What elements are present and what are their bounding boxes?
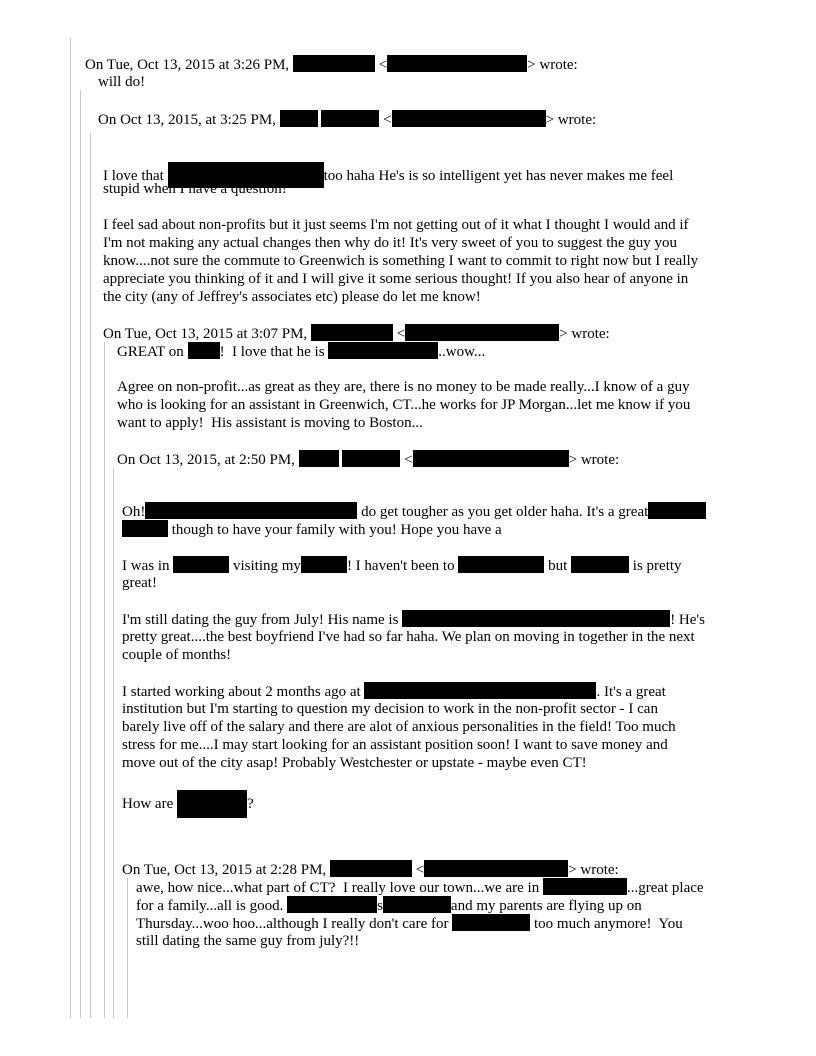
redacted-text [145, 502, 357, 519]
redacted-text [173, 556, 229, 573]
message-line: awe, how nice...what part of CT? I really love our town...we are in ...great place [136, 880, 704, 896]
reply-header-5: On Tue, Oct 13, 2015 at 2:28 PM, < > wrote: [122, 862, 619, 878]
redacted-name [330, 860, 412, 877]
redacted-text [364, 682, 596, 699]
reply-text-1: will do! [98, 74, 146, 90]
redacted-name [280, 110, 318, 127]
message-line: great! [122, 575, 157, 591]
message-paragraph: institution but I'm starting to question my decision to work in the non-profit sector - I can barely live off of the salary and there are alot of anxious personalities in the field! Too much stress for me....I may start looking for an assistant position soon! I want to save money and move out of the city asap! Probably Westchester or upstate - maybe even CT! [122, 701, 676, 771]
redacted-name [311, 324, 393, 341]
message-line: GREAT on ! I love that he is ..wow... [117, 344, 486, 360]
message-line: still dating the same guy from july?!! [136, 933, 360, 949]
redacted-name [321, 110, 379, 127]
message-line: I love that too haha He's is so intelligent yet has never makes me feel [103, 162, 673, 188]
redacted-text [402, 610, 670, 627]
message-line: stupid when I have a question! [103, 181, 287, 197]
redacted-email [424, 860, 568, 877]
quote-bar-4 [104, 342, 105, 1018]
message-line: Thursday...woo hoo...although I really don't care for too much anymore! You [136, 916, 683, 932]
message-line: couple of months! [122, 647, 232, 663]
message-line: I started working about 2 months ago at . It's a great [122, 684, 666, 700]
message-line: though to have your family with you! Hope you have a [122, 520, 502, 539]
message-line: Oh! do get tougher as you get older haha. It's a great [122, 502, 706, 521]
message-line: I was in visiting my ! I haven't been to but is pretty [122, 558, 682, 574]
quote-bar-3 [90, 132, 91, 1018]
message-line: pretty great....the best boyfriend I've had so far haha. We plan on moving in together in the next [122, 629, 695, 645]
redacted-text [328, 342, 438, 359]
message-line: for a family...all is good. s and my parents are flying up on [136, 898, 642, 914]
message-paragraph: I feel sad about non-profits but it just seems I'm not getting out of it what I thought I would and if I'm not making any actual changes then why do it! It's very sweet of you to suggest the guy you know....not sure the commute to Greenwich is something I want to commit to right now but I really appreciate you thinking of it and I will give it some serious thought! If you also hear of anyone in the city (any of Jeffrey's associates etc) please do let me know! [103, 217, 699, 305]
redacted-text [648, 502, 706, 519]
redacted-text [452, 914, 530, 931]
redacted-name [342, 450, 400, 467]
redacted-text [177, 790, 247, 818]
reply-header-4: On Oct 13, 2015, at 2:50 PM, < > wrote: [117, 452, 620, 468]
redacted-text [383, 896, 451, 913]
quote-bar-6 [127, 878, 128, 1018]
reply-header-2: On Oct 13, 2015, at 3:25 PM, < > wrote: [98, 112, 597, 128]
redacted-text [287, 896, 377, 913]
message-line: I'm still dating the guy from July! His name is ! He's [122, 612, 705, 628]
message-paragraph: Agree on non-profit...as great as they are, there is no money to be made really...I know of a guy who is looking for an assistant in Greenwich, CT...he works for JP Morgan...let me know if you want to apply! His assistant is moving to Boston... [117, 379, 691, 431]
redacted-email [413, 450, 569, 467]
quote-bar-5 [113, 468, 114, 1018]
redacted-email [387, 55, 527, 72]
redacted-text [571, 556, 629, 573]
quote-bar-1 [70, 38, 71, 1018]
redacted-text [543, 878, 627, 895]
redacted-text [122, 520, 168, 537]
redacted-text [301, 556, 347, 573]
quote-bar-2 [80, 90, 81, 1018]
message-line: How are ? [122, 790, 254, 818]
redacted-name [293, 55, 375, 72]
reply-header-1: On Tue, Oct 13, 2015 at 3:26 PM, < > wrote: [85, 57, 578, 73]
redacted-text [188, 342, 220, 359]
reply-header-3: On Tue, Oct 13, 2015 at 3:07 PM, < > wrote: [103, 326, 610, 342]
redacted-name [299, 450, 339, 467]
redacted-email [392, 110, 546, 127]
redacted-email [405, 324, 559, 341]
redacted-text [458, 556, 544, 573]
